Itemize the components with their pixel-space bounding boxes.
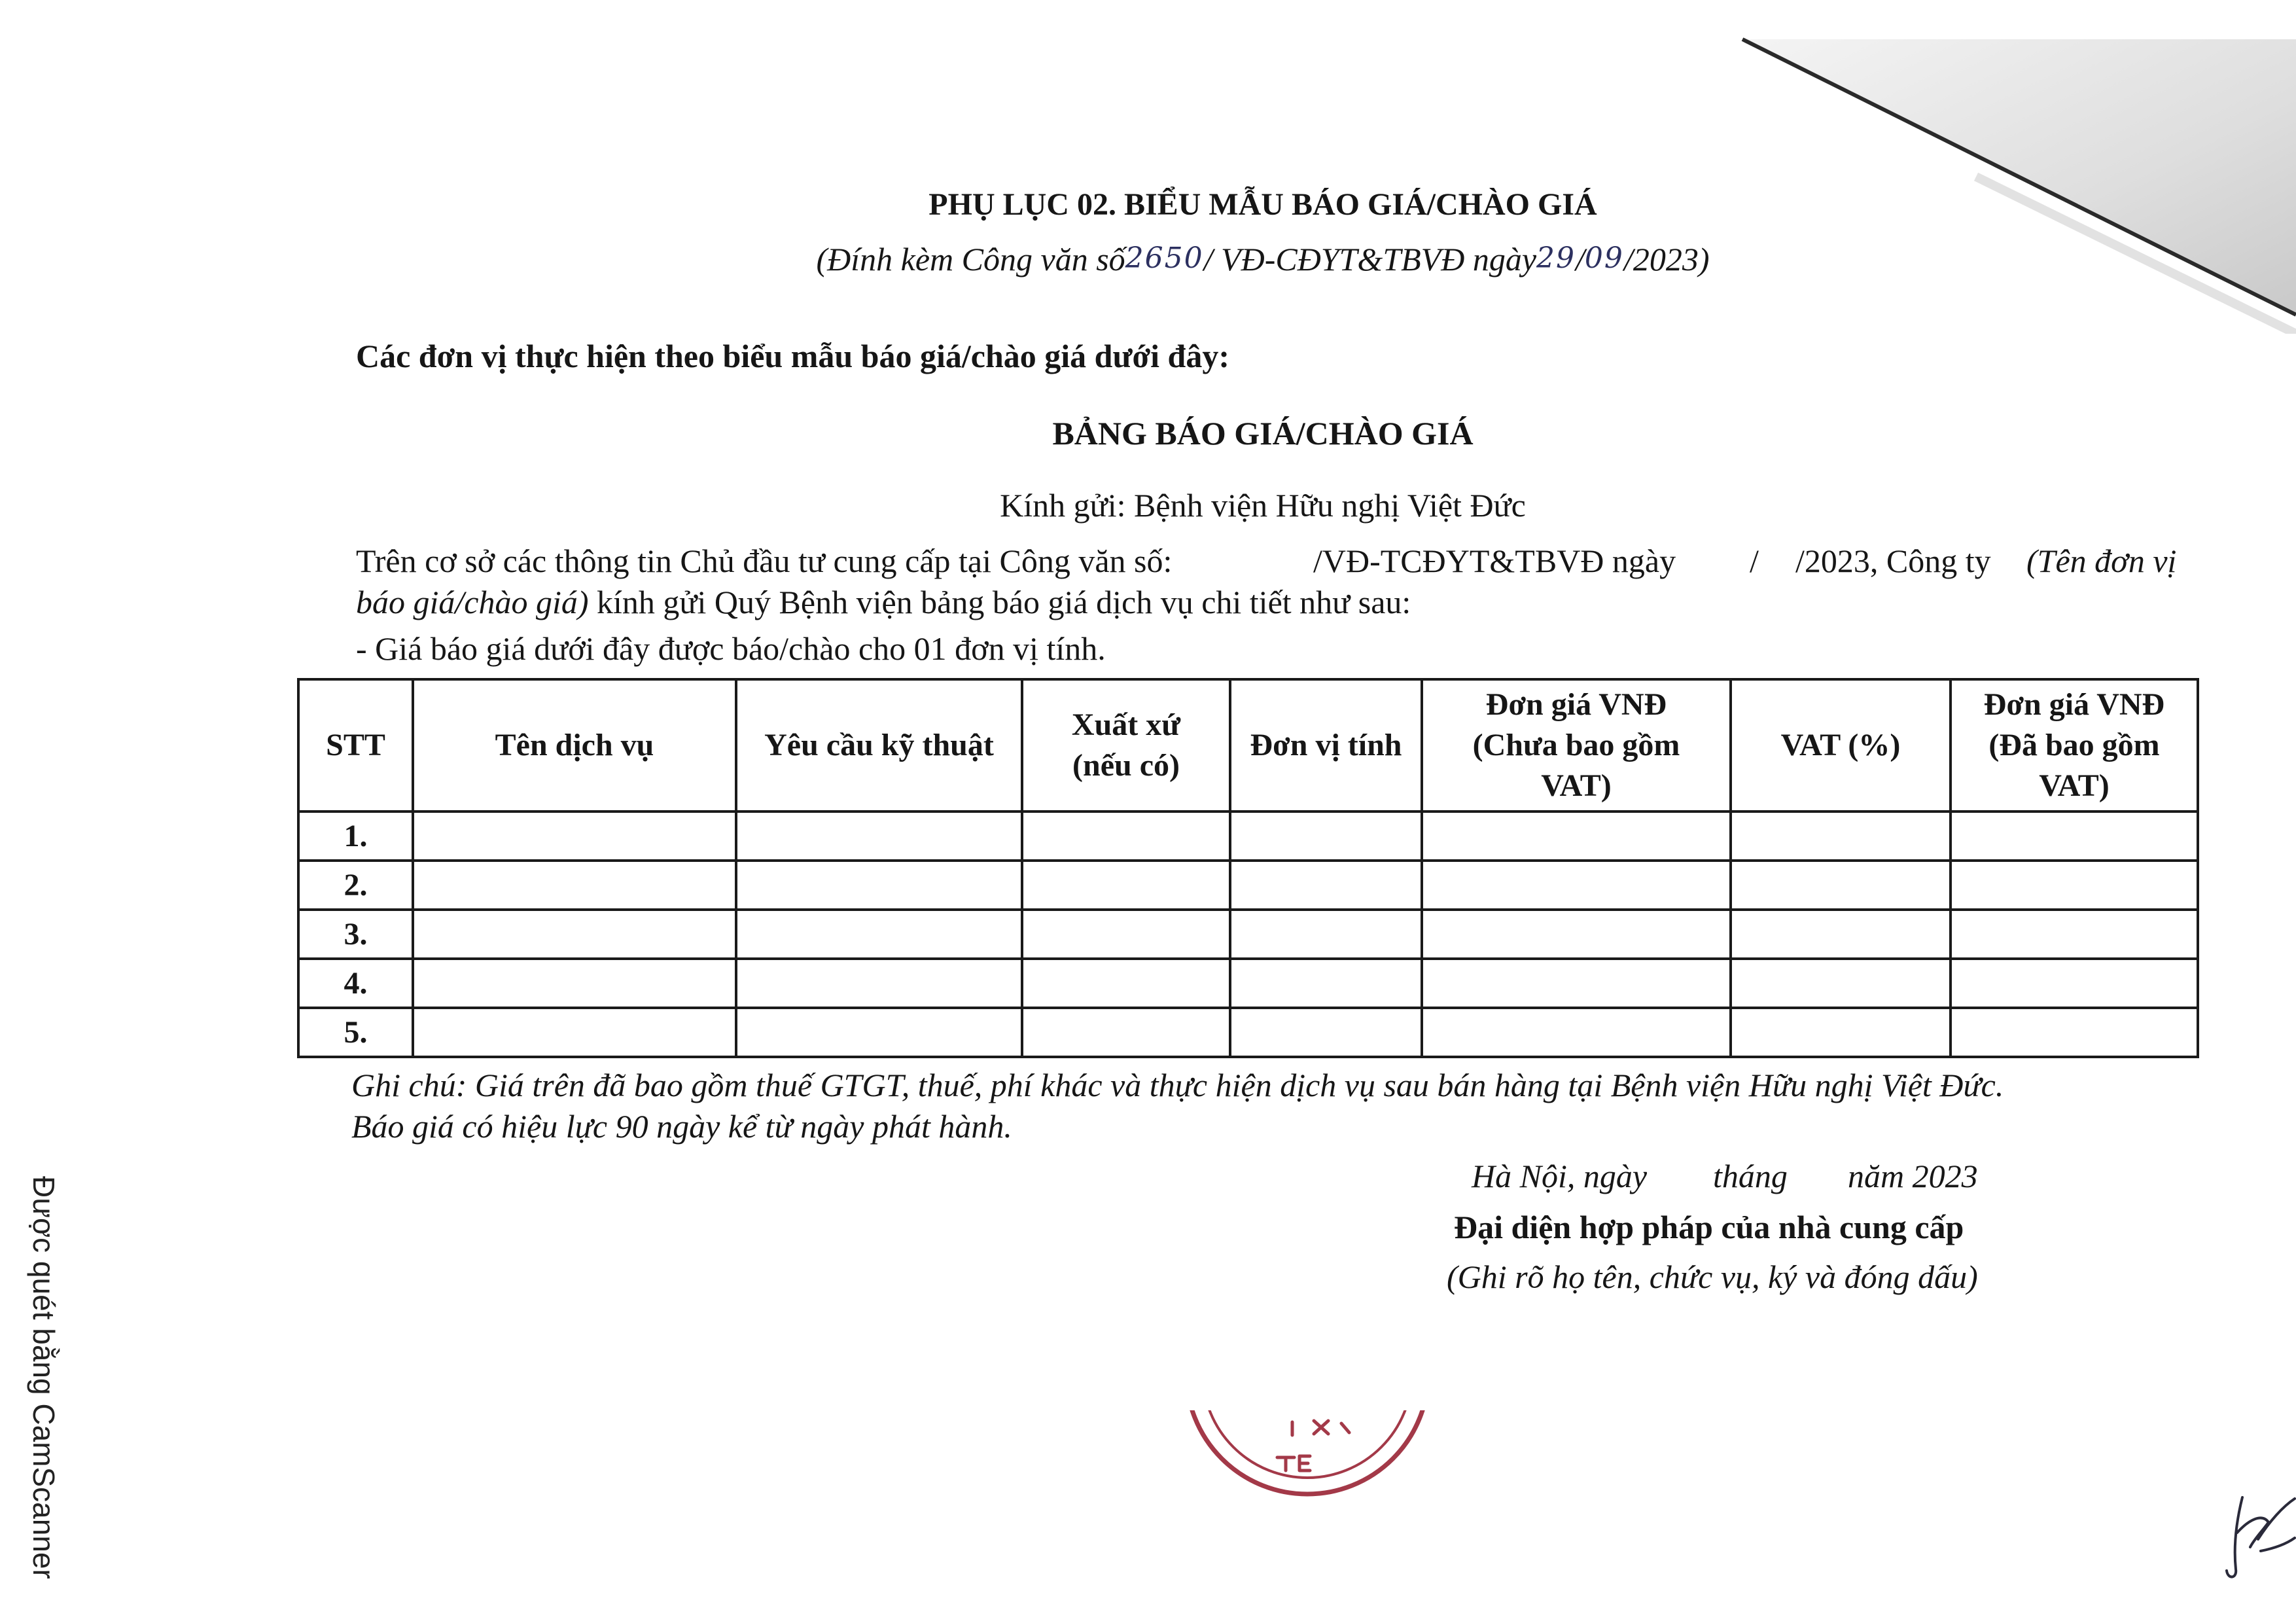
table-row: [298, 910, 2198, 959]
handwritten-doc-number: 2650: [1125, 241, 1204, 275]
cell-vat-rate: [1731, 1008, 1951, 1057]
header-vat-rate-label: VAT (%): [1780, 728, 1901, 762]
cell-technical-requirements: [736, 1008, 1022, 1057]
intro-line1-date-slash: /: [1750, 543, 1759, 579]
stamp-seal: [1165, 1410, 1453, 1502]
handwritten-month: 09: [1584, 241, 1624, 275]
cell-origin: [1022, 812, 1230, 861]
cell-price-excl-vat: [1422, 910, 1731, 959]
intro-line1-unit-placeholder: (Tên đơn vị: [2026, 543, 2177, 579]
cell-vat-rate: [1731, 861, 1951, 910]
document-title: PHỤ LỤC 02. BIỂU MẪU BÁO GIÁ/CHÀO GIÁ: [928, 187, 1597, 222]
header-origin-line1: Xuất xứ: [1071, 707, 1181, 742]
subtitle-doc-code: / VĐ-CĐYT&TBVĐ ngày: [1203, 241, 1537, 277]
representative-label: Đại diện hợp pháp của nhà cung cấp: [1454, 1209, 1964, 1245]
header-vat-rate: [1731, 679, 1951, 812]
cell-unit: [1230, 910, 1422, 959]
intro-line1-doc-code: /VĐ-TCĐYT&TBVĐ ngày: [1313, 543, 1676, 579]
scanner-watermark: Được quét bằng CamScanner: [27, 1176, 61, 1579]
table-row: [298, 861, 2198, 910]
cell-service-name: [413, 959, 736, 1008]
cell-origin: [1022, 959, 1230, 1008]
cell-vat-rate: [1731, 910, 1951, 959]
cell-unit: [1230, 1008, 1422, 1057]
cell-unit: [1230, 861, 1422, 910]
cell-origin: [1022, 910, 1230, 959]
header-unit-price-incl-vat: [1951, 679, 2198, 812]
intro-line2: [356, 582, 1411, 622]
header-unit-label: Đơn vị tính: [1250, 728, 1402, 762]
signature-scribble: [2221, 1492, 2296, 1584]
header-price-excl-line1: Đơn giá VNĐ: [1485, 687, 1667, 722]
cell-price-excl-vat: [1422, 959, 1731, 1008]
cell-vat-rate: [1731, 959, 1951, 1008]
cell-service-name: [413, 812, 736, 861]
header-service-name-label: Tên dịch vụ: [495, 728, 654, 762]
cell-price-incl-vat: [1951, 910, 2198, 959]
cell-stt: 4.: [298, 959, 413, 1008]
cell-price-excl-vat: [1422, 861, 1731, 910]
month-label: tháng: [1713, 1158, 1788, 1194]
intro-line2-text: kính gửi Quý Bệnh viện bảng báo giá dịch vụ chi tiết như sau:: [588, 584, 1411, 620]
header-origin: [1022, 679, 1230, 812]
header-unit-price-excl-vat: [1422, 679, 1731, 812]
cell-stt: 1.: [298, 812, 413, 861]
cell-technical-requirements: [736, 812, 1022, 861]
header-price-incl-line3: VAT): [2039, 768, 2110, 803]
header-stt-label: STT: [326, 728, 385, 762]
cell-origin: [1022, 861, 1230, 910]
intro-line1-text: Trên cơ sở các thông tin Chủ đầu tư cung cấp tại Công văn số:: [356, 543, 1173, 579]
stamp-outer-ring: [1186, 1410, 1428, 1494]
signature-instruction: (Ghi rõ họ tên, chức vụ, ký và đóng dấu): [1447, 1258, 1978, 1295]
cell-service-name: [413, 1008, 736, 1057]
cell-price-incl-vat: [1951, 1008, 2198, 1057]
stamp-glyph-marks: [1277, 1421, 1349, 1471]
cell-service-name: [413, 861, 736, 910]
subtitle-slash: /: [1576, 241, 1585, 277]
cell-service-name: [413, 910, 736, 959]
handwritten-day: 29: [1536, 241, 1576, 275]
header-origin-line2: (nếu có): [1072, 748, 1180, 783]
cell-stt: 3.: [298, 910, 413, 959]
note-line1: Ghi chú: Giá trên đã bao gồm thuế GTGT, thuế, phí khác và thực hiện dịch vụ sau bán hàng tại Bệnh viện Hữu nghị Việt Đức.: [351, 1067, 2004, 1103]
intro-line1-year-company: /2023, Công ty: [1795, 543, 1991, 579]
table-row: [298, 812, 2198, 861]
cell-stt: 5.: [298, 1008, 413, 1057]
cell-unit: [1230, 959, 1422, 1008]
cell-technical-requirements: [736, 861, 1022, 910]
cell-technical-requirements: [736, 910, 1022, 959]
year-label: năm 2023: [1848, 1158, 1978, 1194]
cell-price-excl-vat: [1422, 1008, 1731, 1057]
cell-origin: [1022, 1008, 1230, 1057]
header-unit: [1230, 679, 1422, 812]
header-technical-requirements-label: Yêu cầu kỹ thuật: [764, 728, 994, 762]
cell-price-incl-vat: [1951, 959, 2198, 1008]
folded-corner-shadow: [1701, 26, 2296, 334]
subtitle-year: /2023): [1623, 241, 1710, 277]
header-price-excl-line2: (Chưa bao gồm: [1472, 728, 1680, 762]
cell-price-excl-vat: [1422, 812, 1731, 861]
cell-vat-rate: [1731, 812, 1951, 861]
note-line2: Báo giá có hiệu lực 90 ngày kể từ ngày phát hành.: [351, 1108, 1012, 1145]
table-row: [298, 959, 2198, 1008]
table-header-row: [298, 679, 2198, 812]
header-stt: [298, 679, 413, 812]
header-price-incl-line2: (Đã bao gồm: [1988, 728, 2160, 762]
instruction-line: Các đơn vị thực hiện theo biểu mẫu báo giá/chào giá dưới đây:: [356, 338, 1229, 374]
intro-line2-unit-placeholder: báo giá/chào giá): [356, 584, 589, 620]
unit-note: - Giá báo giá dưới đây được báo/chào cho 01 đơn vị tính.: [356, 630, 1106, 667]
header-technical-requirements: [736, 679, 1022, 812]
header-price-incl-line1: Đơn giá VNĐ: [1983, 687, 2165, 722]
place-date-label: Hà Nội, ngày: [1472, 1158, 1648, 1194]
document-subtitle: [739, 240, 1786, 281]
cell-unit: [1230, 812, 1422, 861]
cell-technical-requirements: [736, 959, 1022, 1008]
recipient-line: Kính gửi: Bệnh viện Hữu nghị Việt Đức: [1000, 487, 1526, 524]
cell-price-incl-vat: [1951, 812, 2198, 861]
table-row: [298, 1008, 2198, 1057]
quote-table: [297, 678, 2199, 1058]
cell-price-incl-vat: [1951, 861, 2198, 910]
form-title: BẢNG BÁO GIÁ/CHÀO GIÁ: [1052, 415, 1474, 452]
header-price-excl-line3: VAT): [1541, 768, 1612, 803]
cell-stt: 2.: [298, 861, 413, 910]
header-service-name: [413, 679, 736, 812]
subtitle-prefix: (Đính kèm Công văn số: [816, 241, 1125, 277]
